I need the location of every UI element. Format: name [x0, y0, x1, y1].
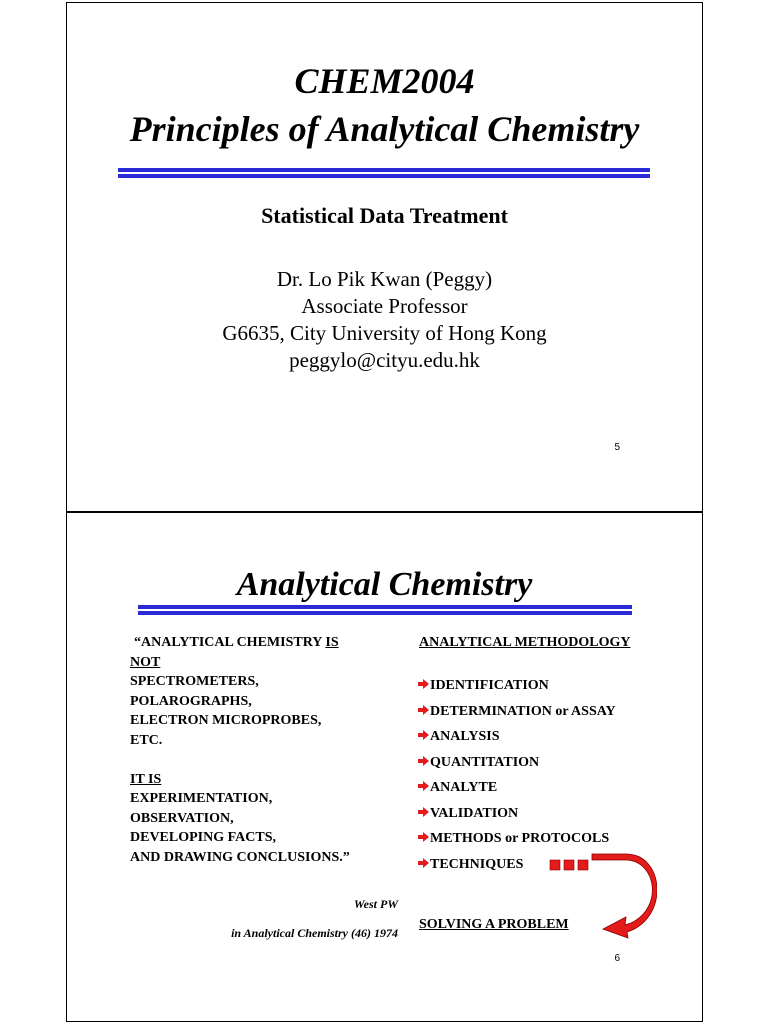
- quote-it-is: IT IS: [130, 771, 162, 787]
- red-arrow-icon: [418, 705, 429, 715]
- quote-item: DEVELOPING FACTS,: [130, 830, 276, 845]
- methodology-list: [418, 676, 616, 880]
- page-number: 6: [614, 953, 620, 964]
- slide-5: [66, 2, 703, 512]
- methodology-item: QUANTITATION: [430, 754, 540, 770]
- methodology-item: ANALYTE: [430, 780, 498, 795]
- red-arrow-icon: [418, 756, 429, 766]
- red-arrow-icon: [418, 832, 429, 842]
- quote-item: ELECTRON MICROPROBES,: [130, 713, 322, 728]
- quote-item: POLAROGRAPHS,: [130, 693, 252, 709]
- list-item: [418, 829, 616, 855]
- quote-item: EXPERIMENTATION,: [130, 791, 273, 806]
- citation-source: in Analytical Chemistry (46) 1974: [231, 926, 398, 940]
- course-code: CHEM2004: [294, 61, 475, 101]
- methodology-item: IDENTIFICATION: [430, 678, 549, 693]
- author-name: Dr. Lo Pik Kwan (Peggy): [276, 267, 493, 291]
- methodology-item: VALIDATION: [430, 805, 519, 821]
- red-arrow-icon: [418, 679, 429, 689]
- subtitle: Statistical Data Treatment: [261, 203, 508, 228]
- red-arrow-icon: [418, 807, 429, 817]
- list-item: [418, 804, 616, 830]
- quote-line-1: [130, 633, 420, 653]
- citation-author: West PW: [353, 897, 398, 911]
- list-item: [418, 676, 616, 702]
- methodology-item: ANALYSIS: [430, 729, 500, 744]
- author-email: peggylo@cityu.edu.hk: [289, 348, 480, 372]
- list-item: [418, 753, 616, 779]
- quote-item: AND DRAWING CONCLUSIONS.”: [130, 849, 350, 865]
- author-office: G6635, City University of Hong Kong: [222, 321, 547, 345]
- quote-block: [130, 633, 420, 867]
- quote-item: ETC.: [130, 732, 163, 748]
- course-title: Principles of Analytical Chemistry: [129, 109, 640, 149]
- methodology-item: DETERMINATION or ASSAY: [430, 703, 616, 719]
- list-item: [418, 702, 616, 728]
- methodology-heading: ANALYTICAL METHODOLOGY: [419, 635, 631, 650]
- list-item: [418, 778, 616, 804]
- red-arrow-icon: [418, 730, 429, 740]
- quote-item: SPECTROMETERS,: [130, 674, 259, 689]
- quote-item: OBSERVATION,: [130, 810, 234, 826]
- author-position: Associate Professor: [301, 294, 468, 318]
- page-number: 5: [614, 442, 620, 453]
- methodology-item: METHODS or PROTOCOLS: [430, 831, 610, 846]
- quote-is: IS: [325, 635, 339, 650]
- slide-title: Analytical Chemistry: [236, 566, 533, 603]
- red-arrow-icon: [418, 858, 429, 868]
- quote-prefix: “ANALYTICAL CHEMISTRY: [134, 635, 326, 650]
- slide-6: [66, 512, 703, 1022]
- red-arrow-icon: [418, 781, 429, 791]
- title-rule: [138, 605, 632, 615]
- title-rule: [118, 168, 650, 178]
- list-item: [418, 727, 616, 753]
- methodology-item: TECHNIQUES: [430, 856, 524, 872]
- quote-not: NOT: [130, 654, 161, 670]
- solving-problem: SOLVING A PROBLEM: [419, 917, 569, 932]
